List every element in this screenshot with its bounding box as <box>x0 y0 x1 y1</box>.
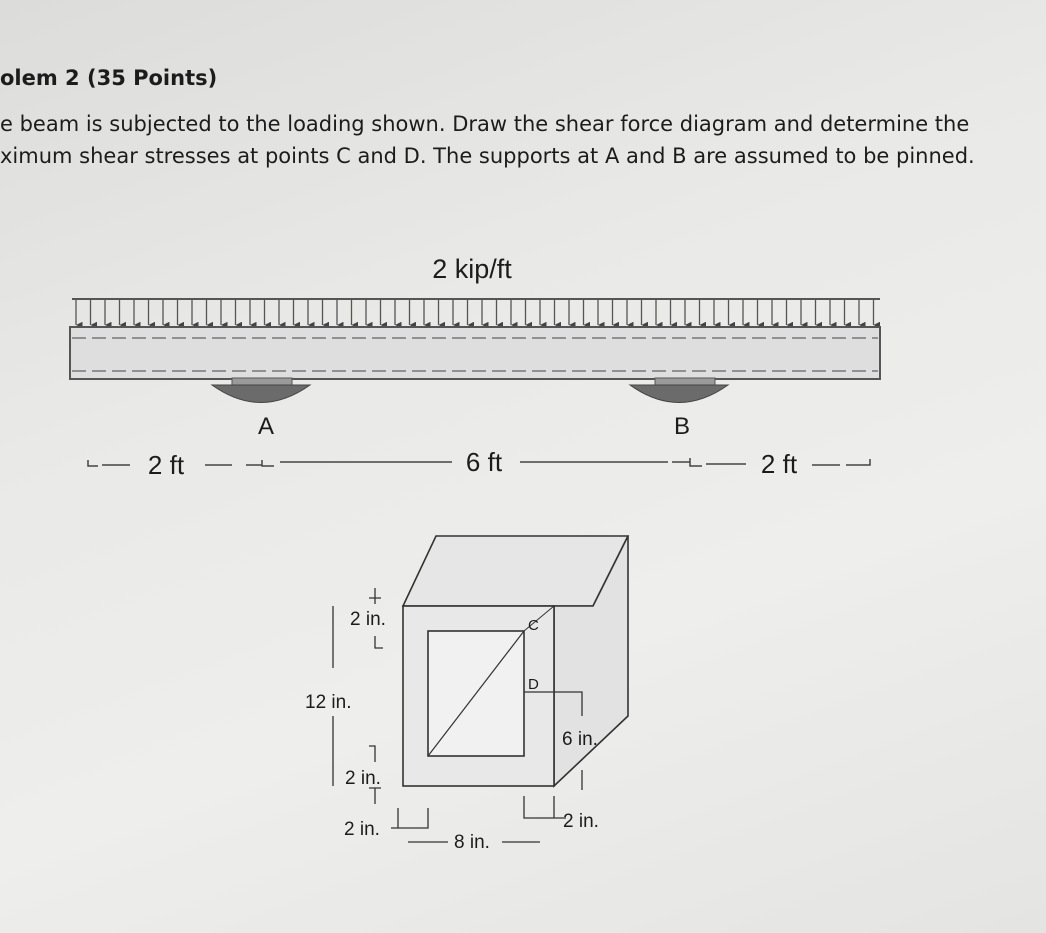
dim-top-flange-label: 2 in. <box>350 609 386 630</box>
point-c-label: C <box>528 617 539 634</box>
load-arrows <box>76 300 874 325</box>
load-label: 2 kip/ft <box>432 254 512 284</box>
support-b-plate <box>655 378 715 385</box>
problem-title: olem 2 (35 Points) <box>0 66 218 90</box>
support-b <box>630 378 728 403</box>
dim-left-end-tick <box>88 460 98 466</box>
distributed-load <box>72 254 880 325</box>
dim-total-height-label: 12 in. <box>305 692 352 713</box>
dim-right-wall-ticks <box>524 796 566 818</box>
support-a-plate <box>232 378 292 385</box>
support-b-pin <box>630 385 728 403</box>
section-top-face <box>403 536 628 606</box>
dim-right-wall-label: 2 in. <box>563 811 599 832</box>
support-a-pin <box>212 385 310 403</box>
dim-a-ticks <box>246 460 274 466</box>
point-d-label: D <box>528 676 539 693</box>
dim-left-label: 2 ft <box>147 450 185 480</box>
problem-statement-line-2: ximum shear stresses at points C and D. The supports at A and B are assumed to be pinned. <box>0 144 975 168</box>
dim-left-wall-ticks <box>391 808 428 828</box>
dim-right-label: 2 ft <box>760 449 798 479</box>
dim-d-height-label: 6 in. <box>562 729 598 750</box>
dim-width-label: 8 in. <box>454 832 490 853</box>
support-b-label: B <box>673 413 691 440</box>
dim-bottom-flange-label: 2 in. <box>345 768 381 789</box>
support-a <box>212 378 310 403</box>
problem-statement-line-1: e beam is subjected to the loading shown. Draw the shear force diagram and determine the <box>0 112 970 136</box>
dim-b-ticks <box>672 458 702 466</box>
dim-left-wall-label: 2 in. <box>344 819 380 840</box>
beam <box>70 327 880 379</box>
dim-mid-label: 6 ft <box>465 447 503 477</box>
dim-right-end-tick <box>846 459 870 465</box>
support-a-label: A <box>257 413 275 440</box>
